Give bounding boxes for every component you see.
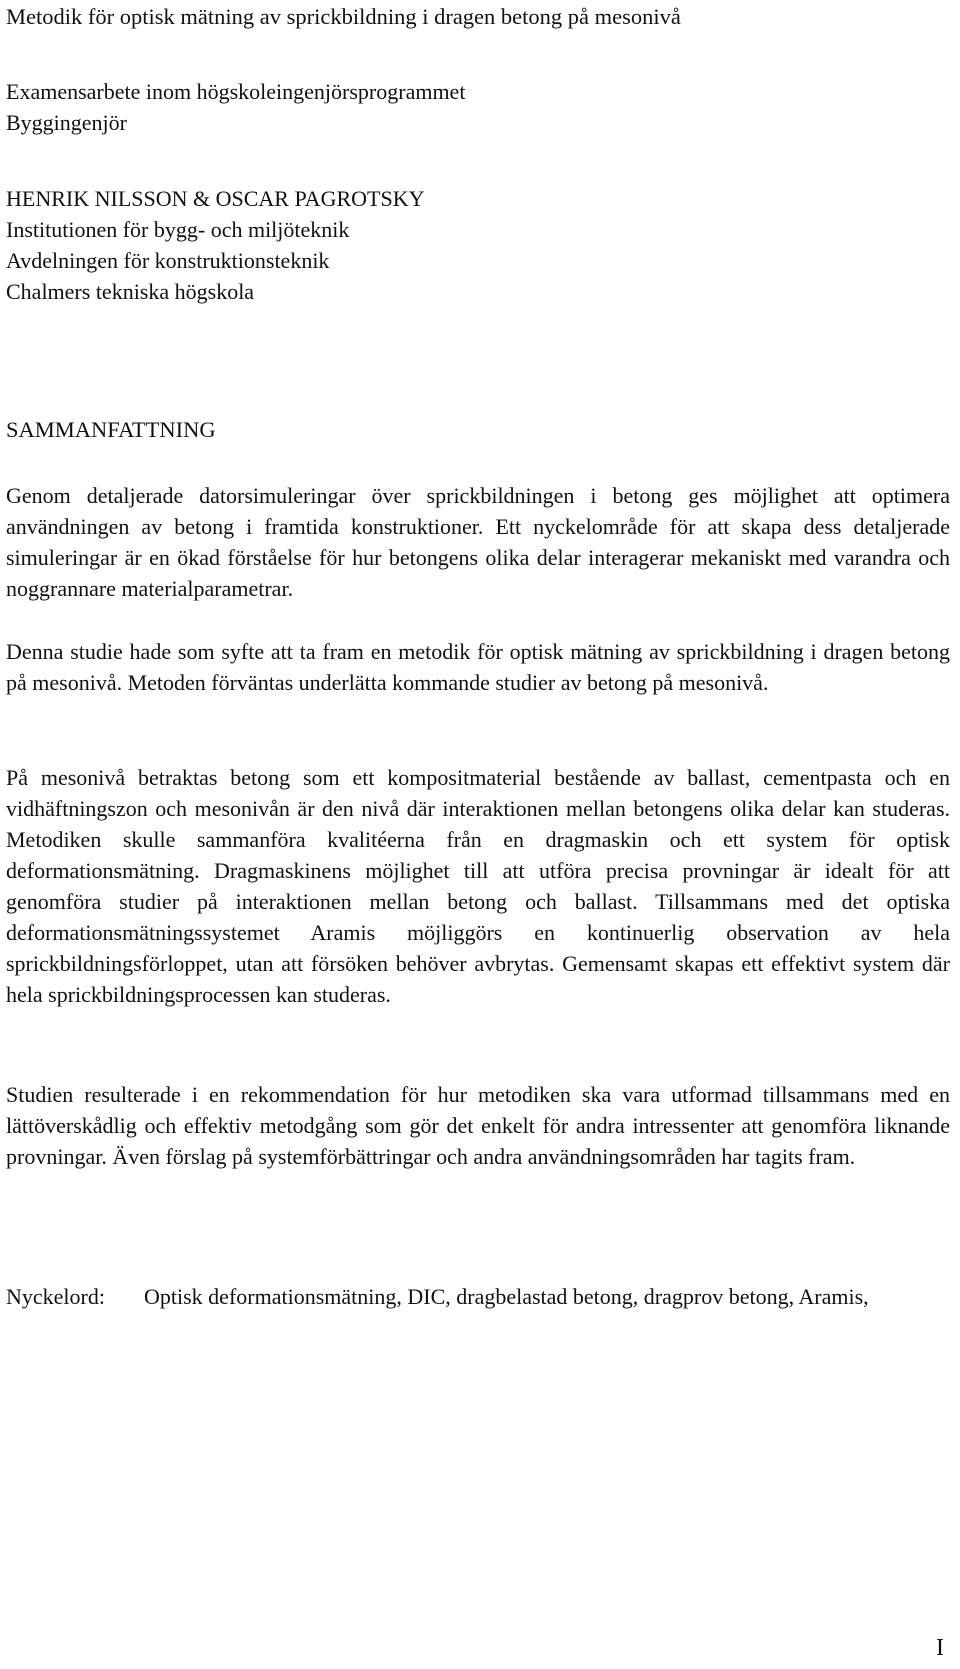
thesis-info: [6, 76, 465, 138]
department: Institutionen för bygg- och miljöteknik: [6, 217, 350, 242]
abstract-paragraph-4: Studien resulterade i en rekommendation för hur metodiken ska vara utformad tillsammans med en lättöverskådlig och effektiv metodgång som gör det enkelt för andra intressenter att genomföra liknande provningar. Även förslag på systemförbättringar och andra användningsområden har tagits fram.: [6, 1082, 950, 1169]
keywords-label: Nyckelord:: [6, 1284, 105, 1309]
keywords-text: Optisk deformationsmätning, DIC, dragbelastad betong, dragprov betong, Aramis,: [144, 1284, 869, 1309]
keywords: [6, 1281, 950, 1312]
abstract-paragraph-1: Genom detaljerade datorsimuleringar över sprickbildningen i betong ges möjlighet att optimera användningen av betong i framtida konstruktioner. Ett nyckelområde för att skapa dess detaljerade simuleringar är en ökad förståelse för hur betongens olika delar interagerar mekaniskt med varandra och noggrannare materialparametrar.: [6, 483, 950, 601]
division: Avdelningen för konstruktionsteknik: [6, 248, 330, 273]
document-title: Metodik för optisk mätning av sprickbildning i dragen betong på mesonivå: [6, 4, 681, 29]
university: Chalmers tekniska högskola: [6, 279, 255, 304]
abstract-paragraph-3: På mesonivå betraktas betong som ett kompositmaterial bestående av ballast, cementpasta och en vidhäftningszon och mesonivån är den nivå där interaktionen mellan betongens olika delar kan studeras. Metodiken skulle sammanföra kvalitéerna från en dragmaskin och ett system för optisk deformationsmätning. Dragmaskinens möjlighet till att utföra precisa provningar är idealt för att genomföra studier på interaktionen mellan betong och ballast. Tillsammans med det optiska deformationsmätningssystemet Aramis möjliggörs en kontinuerlig observation av hela sprickbildningsförloppet, utan att försöken behöver avbrytas. Gemensamt skapas ett effektivt system där hela sprickbildningsprocessen kan studeras.: [6, 765, 950, 1007]
abstract-heading: SAMMANFATTNING: [6, 417, 216, 442]
thesis-type: Examensarbete inom högskoleingenjörsprogrammet: [6, 79, 466, 104]
program-name: Byggingenjör: [6, 110, 127, 135]
author-affiliation: [6, 183, 424, 307]
authors: HENRIK NILSSON & OSCAR PAGROTSKY: [6, 186, 425, 211]
page-number: I: [936, 1635, 944, 1661]
abstract-paragraph-2: Denna studie hade som syfte att ta fram en metodik för optisk mätning av sprickbildning i dragen betong på mesonivå. Metoden förväntas underlätta kommande studier av betong på mesonivå.: [6, 639, 950, 695]
